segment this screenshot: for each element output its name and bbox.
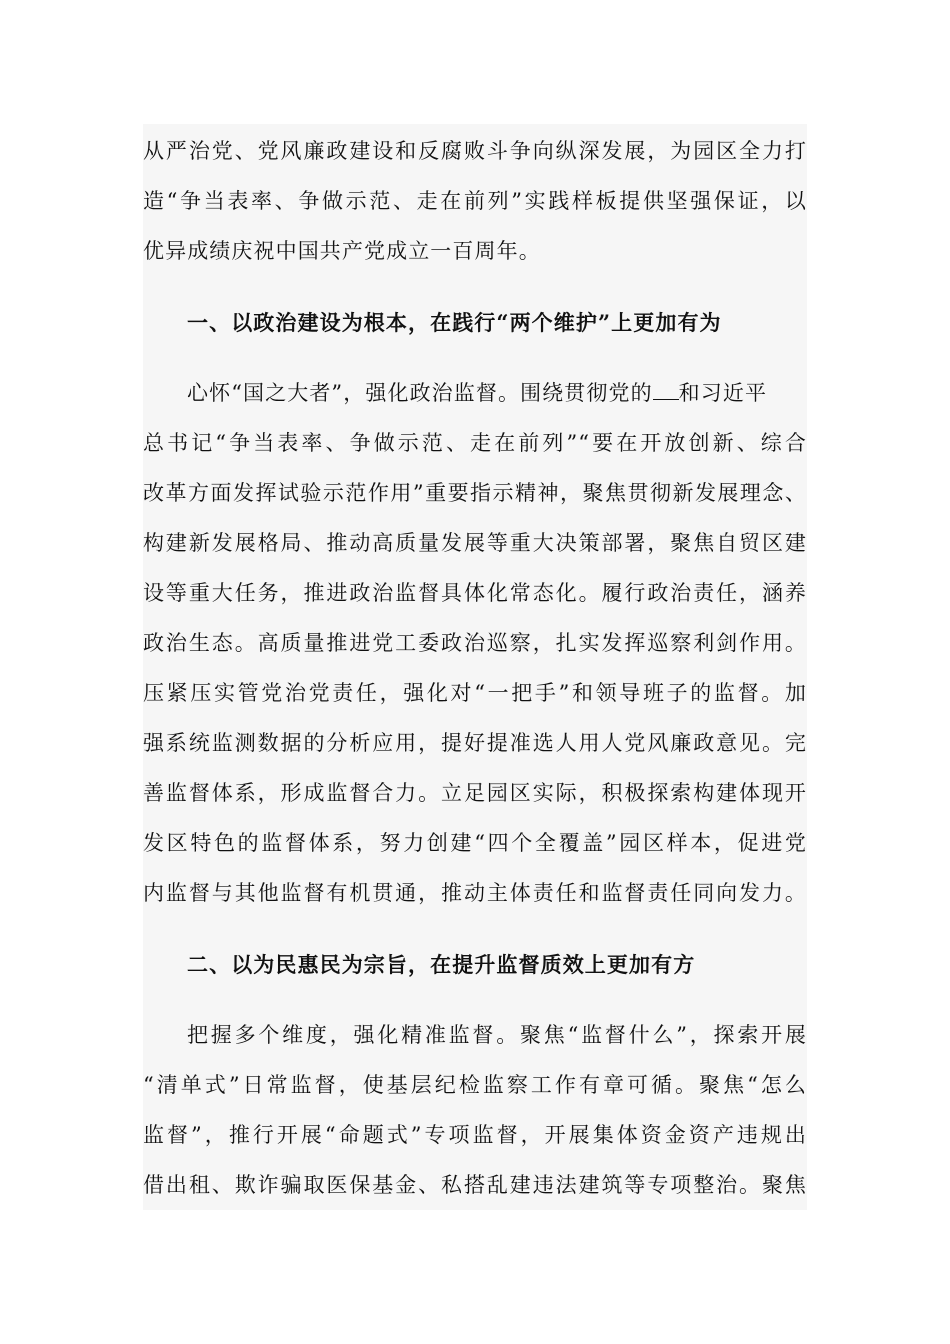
intro-line-1: 从严治党、党风廉政建设和反腐败斗争向纵深发展，为园区全力打: [143, 139, 807, 163]
paragraph-2-line-4: 借出租、欺诈骗取医保基金、私搭乱建违法建筑等专项整治。聚焦: [143, 1173, 807, 1197]
paragraph-1-line-10: 发区特色的监督体系，努力创建“四个全覆盖”园区样本，促进党: [143, 831, 807, 855]
paragraph-1-line-7: 压紧压实管党治党责任，强化对“一把手”和领导班子的监督。加: [143, 681, 807, 705]
paragraph-2-line-1: 把握多个维度，强化精准监督。聚焦“监督什么”，探索开展: [187, 1023, 807, 1047]
intro-line-3: 优异成绩庆祝中国共产党成立一百周年。: [143, 239, 541, 263]
paragraph-1-line-9: 善监督体系，形成监督合力。立足园区实际，积极探索构建体现开: [143, 781, 807, 805]
paragraph-1-line-3: 改革方面发挥试验示范作用”重要指示精神，聚焦贯彻新发展理念、: [143, 481, 807, 505]
paragraph-1-line-2: 总书记“争当表率、争做示范、走在前列”“要在开放创新、综合: [143, 431, 807, 455]
paragraph-2-line-3: 监督”，推行开展“命题式”专项监督，开展集体资金资产违规出: [143, 1123, 807, 1147]
paragraph-2-line-2: “清单式”日常监督，使基层纪检监察工作有章可循。聚焦“怎么: [143, 1073, 807, 1097]
paragraph-1-line-11: 内监督与其他监督有机贯通，推动主体责任和监督责任同向发力。: [143, 881, 807, 905]
intro-line-2: 造“争当表率、争做示范、走在前列”实践样板提供坚强保证，以: [143, 189, 807, 213]
paragraph-1-line-8: 强系统监测数据的分析应用，提好提准选人用人党风廉政意见。完: [143, 731, 807, 755]
paragraph-1-line-1: [143, 368, 807, 418]
paragraph-1-line-1-end: 和习近平: [678, 381, 768, 405]
section-heading-2: 二、以为民惠民为宗旨，在提升监督质效上更加有方: [187, 952, 696, 977]
paragraph-1-line-6: 政治生态。高质量推进党工委政治巡察，扎实发挥巡察利剑作用。: [143, 631, 807, 655]
blank-underline: [653, 381, 679, 400]
paragraph-1-line-5: 设等重大任务，推进政治监督具体化常态化。履行政治责任，涵养: [143, 581, 807, 605]
paragraph-1-line-4: 构建新发展格局、推动高质量发展等重大决策部署，聚焦自贸区建: [143, 531, 807, 555]
paragraph-1-line-1-start: 心怀“国之大者”，强化政治监督。围绕贯彻党的: [187, 381, 653, 405]
section-heading-1: 一、以政治建设为根本，在践行“两个维护”上更加有为: [187, 310, 722, 335]
